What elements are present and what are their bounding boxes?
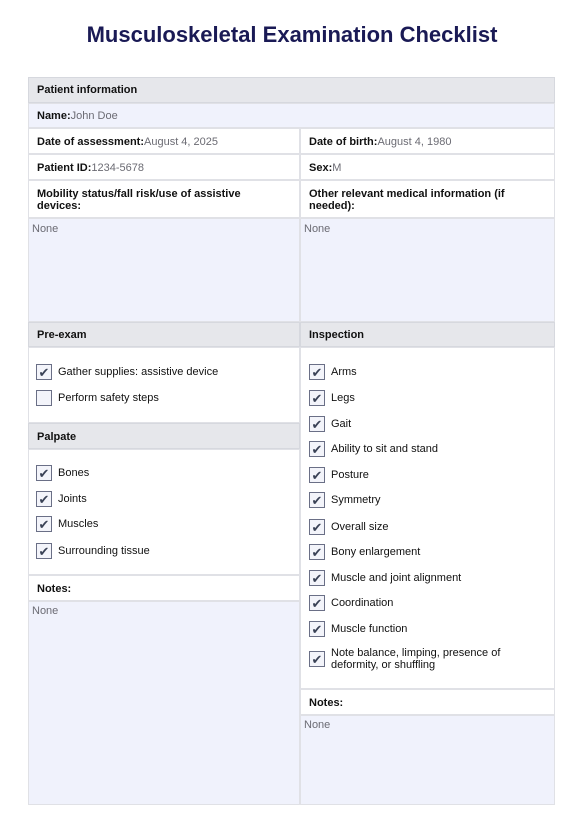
date-assessment-label: Date of assessment:: [37, 136, 144, 148]
notes-right-label: Notes:: [309, 697, 344, 709]
other-info-label-cell: [300, 180, 555, 218]
checklist-item-label: Surrounding tissue: [58, 545, 150, 557]
checklist-item-label: Muscle and joint alignment: [331, 572, 462, 584]
checklist-item[interactable]: [36, 463, 89, 483]
patient-id-field[interactable]: [28, 154, 300, 180]
mobility-input[interactable]: None: [28, 218, 300, 322]
checked-checkbox-icon[interactable]: ✔: [309, 651, 325, 667]
palpate-header: Palpate: [28, 423, 300, 449]
checklist-item-label: Posture: [331, 469, 369, 481]
checklist-item-label: Joints: [58, 493, 87, 505]
other-info-input[interactable]: None: [300, 218, 555, 322]
other-info-label: Other relevant medical information (if needed):: [309, 188, 505, 212]
checked-checkbox-icon[interactable]: ✔: [36, 543, 52, 559]
checked-checkbox-icon[interactable]: ✔: [309, 492, 325, 508]
patient-id-label: Patient ID:: [37, 162, 92, 174]
mobility-label-cell: [28, 180, 300, 218]
checklist-item-label: Gait: [331, 418, 352, 430]
unchecked-checkbox-icon[interactable]: [36, 390, 52, 406]
date-assessment-value: August 4, 2025: [144, 136, 219, 148]
palpate-section: [28, 449, 300, 575]
page-title: Musculoskeletal Examination Checklist: [86, 22, 498, 47]
checked-checkbox-icon[interactable]: ✔: [309, 364, 325, 380]
checked-checkbox-icon[interactable]: ✔: [309, 595, 325, 611]
checked-checkbox-icon[interactable]: ✔: [309, 416, 325, 432]
patient-info-header: Patient information: [28, 77, 555, 103]
sex-value: M: [332, 162, 342, 174]
checklist-item[interactable]: [309, 568, 461, 588]
sex-field[interactable]: [300, 154, 555, 180]
checklist-item-label: Perform safety steps: [58, 392, 159, 404]
checked-checkbox-icon[interactable]: ✔: [309, 441, 325, 457]
checked-checkbox-icon[interactable]: ✔: [309, 544, 325, 560]
checked-checkbox-icon[interactable]: ✔: [309, 467, 325, 483]
checked-checkbox-icon[interactable]: ✔: [309, 390, 325, 406]
notes-right-label-cell: [300, 689, 555, 715]
checklist-item-label: Bony enlargement: [331, 546, 421, 558]
name-value: John Doe: [70, 110, 118, 122]
checklist-item[interactable]: [36, 362, 218, 382]
checklist-item-label: Muscle function: [331, 623, 408, 635]
checklist-item[interactable]: [309, 593, 393, 613]
notes-right-input[interactable]: None: [300, 715, 555, 805]
checked-checkbox-icon[interactable]: ✔: [309, 621, 325, 637]
checklist-item-label: Coordination: [331, 597, 394, 609]
date-assessment-field[interactable]: [28, 128, 300, 154]
sex-label: Sex:: [309, 162, 333, 174]
patient-id-value: 1234-5678: [91, 162, 145, 174]
inspection-section: [300, 347, 555, 689]
checklist-item[interactable]: [309, 517, 388, 537]
checklist-item-label: Overall size: [331, 521, 389, 533]
checklist-item[interactable]: [309, 362, 357, 382]
notes-left-input[interactable]: None: [28, 601, 300, 805]
notes-left-label: Notes:: [37, 583, 72, 595]
checklist-item-label: Muscles: [58, 518, 99, 530]
checklist-item[interactable]: [36, 541, 150, 561]
name-label: Name:: [37, 110, 71, 122]
notes-left-label-cell: [28, 575, 300, 601]
pre-exam-header: Pre-exam: [28, 322, 300, 347]
dob-value: August 4, 1980: [377, 136, 452, 148]
checklist-item[interactable]: [309, 439, 438, 459]
dob-field[interactable]: [300, 128, 555, 154]
checklist-item[interactable]: [309, 490, 381, 510]
checklist-item[interactable]: [36, 388, 159, 408]
checked-checkbox-icon[interactable]: ✔: [36, 516, 52, 532]
checklist-item[interactable]: [309, 649, 531, 669]
mobility-label: Mobility status/fall risk/use of assistive devices:: [37, 188, 241, 212]
checklist-item[interactable]: [36, 489, 87, 509]
checked-checkbox-icon[interactable]: ✔: [36, 465, 52, 481]
checklist-item[interactable]: [36, 514, 98, 534]
name-field[interactable]: [28, 103, 555, 128]
checklist-item[interactable]: [309, 414, 351, 434]
checklist-item-label: Bones: [58, 467, 90, 479]
checklist-item[interactable]: [309, 542, 420, 562]
checked-checkbox-icon[interactable]: ✔: [309, 519, 325, 535]
checklist-item-label: Gather supplies: assistive device: [58, 366, 219, 378]
dob-label: Date of birth:: [309, 136, 378, 148]
checklist-item-label: Arms: [331, 366, 357, 378]
checklist-item[interactable]: [309, 465, 369, 485]
checklist-item[interactable]: [309, 388, 355, 408]
inspection-header: Inspection: [300, 322, 555, 347]
checked-checkbox-icon[interactable]: ✔: [36, 364, 52, 380]
checklist-item-label: Symmetry: [331, 494, 381, 506]
pre-exam-section: [28, 347, 300, 423]
checked-checkbox-icon[interactable]: ✔: [309, 570, 325, 586]
checklist-item-label: Legs: [331, 392, 355, 404]
checklist-item-label: Note balance, limping, presence of deformity, or shuffling: [331, 647, 501, 671]
checklist-item[interactable]: [309, 619, 407, 639]
checked-checkbox-icon[interactable]: ✔: [36, 491, 52, 507]
checklist-item-label: Ability to sit and stand: [331, 443, 439, 455]
